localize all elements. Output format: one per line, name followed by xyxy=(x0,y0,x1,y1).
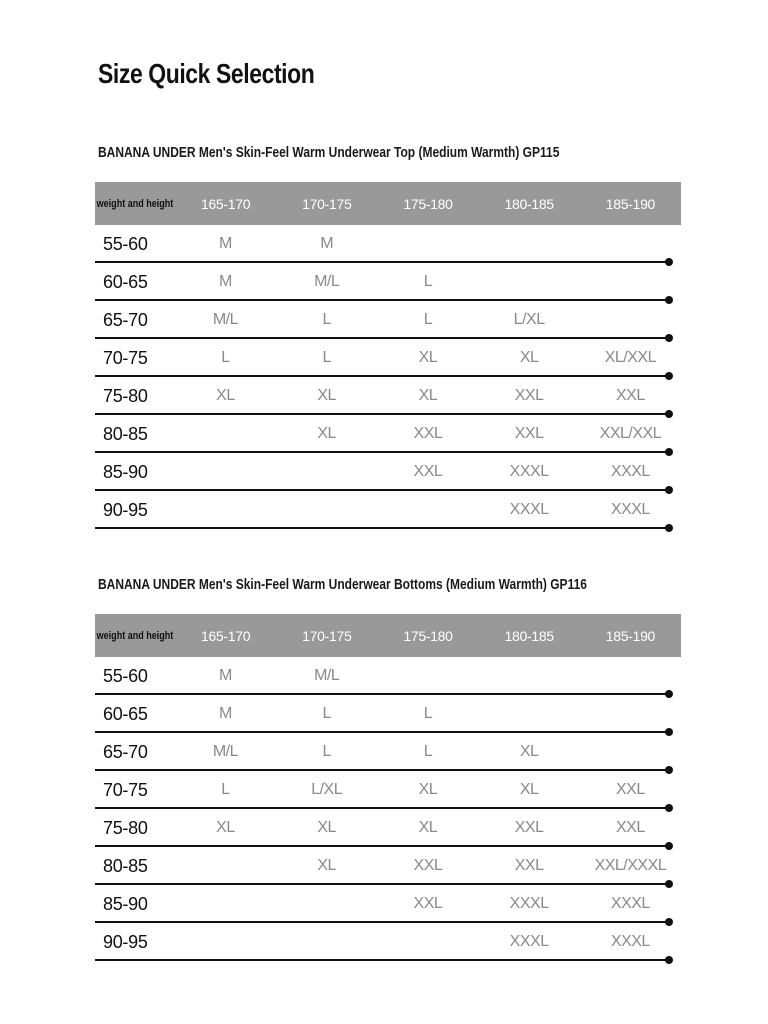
section-title: BANANA UNDER Men's Skin-Feel Warm Underwear Bottoms (Medium Warmth) GP116 xyxy=(98,576,587,593)
size-cell: XXL/XXXL xyxy=(594,857,667,874)
row-label: 65-70 xyxy=(103,741,148,762)
size-cell: L xyxy=(322,349,331,366)
row-label: 65-70 xyxy=(103,309,148,330)
section-title: BANANA UNDER Men's Skin-Feel Warm Underwear Top (Medium Warmth) GP115 xyxy=(98,144,560,161)
size-cell: XXL xyxy=(615,387,645,404)
row-label: 60-65 xyxy=(103,271,148,292)
size-cell: XXXL xyxy=(610,501,650,518)
page-title: Size Quick Selection xyxy=(98,58,315,89)
size-cell: L/XL xyxy=(513,311,545,328)
row-label: 85-90 xyxy=(103,893,148,914)
table-row xyxy=(95,885,681,923)
size-cell: XXL xyxy=(514,819,544,836)
column-header: 180-185 xyxy=(504,195,554,212)
size-cell: M xyxy=(219,235,232,252)
size-cell: XXL xyxy=(514,387,544,404)
size-cell: M/L xyxy=(314,273,340,290)
size-cell: L/XL xyxy=(311,781,343,798)
row-label: 70-75 xyxy=(103,347,148,368)
size-cell: XL xyxy=(317,857,336,874)
column-header: 175-180 xyxy=(403,195,453,212)
size-cell: L xyxy=(221,781,230,798)
size-cell: XXL xyxy=(514,425,544,442)
table-header xyxy=(95,182,681,225)
column-header: 165-170 xyxy=(200,627,251,644)
row-end-dot xyxy=(665,956,673,964)
size-cell: XXXL xyxy=(509,895,549,912)
row-label: 80-85 xyxy=(103,855,148,876)
size-cell: XXL xyxy=(413,425,443,442)
column-header: 180-185 xyxy=(504,627,554,644)
size-cell: XL xyxy=(418,819,438,836)
size-cell: XXL xyxy=(413,857,443,874)
size-cell: XXL xyxy=(413,895,443,912)
table-row xyxy=(95,453,681,491)
size-table xyxy=(95,614,681,961)
size-cell: XXL/XXL xyxy=(599,425,662,442)
size-cell: L xyxy=(423,273,433,290)
row-label: 70-75 xyxy=(103,779,148,800)
column-header: 165-170 xyxy=(200,195,251,212)
size-cell: XL/XXL xyxy=(604,349,656,366)
size-cell: XXXL xyxy=(509,501,549,518)
table-row xyxy=(95,657,681,695)
size-cell: M xyxy=(219,273,232,290)
size-cell: L xyxy=(423,705,433,722)
size-cell: XL xyxy=(317,425,336,442)
row-label: 75-80 xyxy=(103,817,148,838)
table-row xyxy=(95,847,681,885)
size-cell: XXL xyxy=(514,857,544,874)
size-cell: XL xyxy=(317,387,336,404)
size-cell: L xyxy=(322,743,331,760)
size-cell: XL xyxy=(317,819,336,836)
size-cell: XXXL xyxy=(610,933,650,950)
column-header: 170-175 xyxy=(302,627,352,644)
table-row xyxy=(95,377,681,415)
size-cell: XXXL xyxy=(610,895,650,912)
table-row xyxy=(95,225,681,263)
size-cell: XL xyxy=(519,349,539,366)
table-row xyxy=(95,771,681,809)
row-label: 55-60 xyxy=(103,665,148,686)
corner-label: weight and height xyxy=(96,629,174,642)
row-end-dot xyxy=(665,524,673,532)
size-cell: XL xyxy=(418,349,438,366)
row-label: 85-90 xyxy=(103,461,148,482)
size-cell: M/L xyxy=(212,311,239,328)
column-header: 175-180 xyxy=(403,627,453,644)
size-cell: M xyxy=(219,667,232,684)
size-cell: L xyxy=(322,311,331,328)
row-label: 90-95 xyxy=(103,931,148,952)
size-cell: L xyxy=(423,743,433,760)
row-label: 90-95 xyxy=(103,499,148,520)
size-cell: L xyxy=(221,349,230,366)
table-row xyxy=(95,301,681,339)
row-label: 80-85 xyxy=(103,423,148,444)
corner-label: weight and height xyxy=(96,197,174,210)
size-cell: XXL xyxy=(413,463,443,480)
row-label: 55-60 xyxy=(103,233,148,254)
table-row xyxy=(95,695,681,733)
table-row xyxy=(95,491,681,529)
column-header: 170-175 xyxy=(302,195,352,212)
size-cell: XXXL xyxy=(610,463,650,480)
size-cell: XXXL xyxy=(509,933,549,950)
size-cell: M/L xyxy=(314,667,340,684)
table-row xyxy=(95,263,681,301)
size-cell: M/L xyxy=(212,743,239,760)
size-cell: M xyxy=(320,235,334,252)
size-cell: XL xyxy=(418,387,438,404)
table-header xyxy=(95,614,681,657)
size-cell: M xyxy=(219,705,232,722)
column-header: 185-190 xyxy=(605,627,656,644)
size-cell: XL xyxy=(418,781,438,798)
size-table xyxy=(95,182,681,529)
size-cell: XL xyxy=(216,387,235,404)
size-cell: XXXL xyxy=(509,463,549,480)
size-cell: L xyxy=(423,311,433,328)
table-row xyxy=(95,923,681,961)
size-cell: XL xyxy=(519,743,539,760)
size-cell: XL xyxy=(216,819,235,836)
table-row xyxy=(95,733,681,771)
row-label: 60-65 xyxy=(103,703,148,724)
table-row xyxy=(95,339,681,377)
size-cell: XXL xyxy=(615,819,645,836)
size-cell: XL xyxy=(519,781,539,798)
size-cell: XXL xyxy=(615,781,645,798)
table-row xyxy=(95,809,681,847)
row-label: 75-80 xyxy=(103,385,148,406)
table-row xyxy=(95,415,681,453)
column-header: 185-190 xyxy=(605,195,656,212)
size-cell: L xyxy=(322,705,331,722)
